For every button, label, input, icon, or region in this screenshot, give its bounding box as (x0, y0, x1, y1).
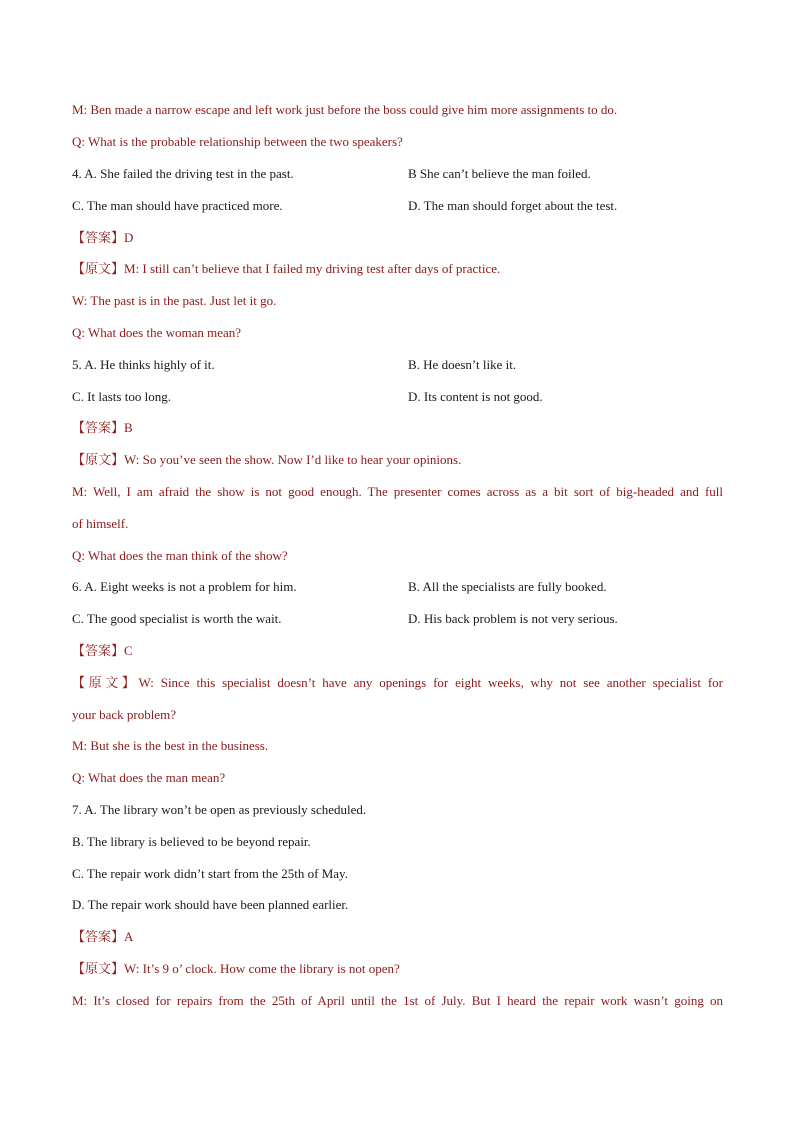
q7-script-2: M: It’s closed for repairs from the 25th of April until the 1st of July. But I heard the repair work wasn’t going on (72, 993, 723, 1008)
q6-answer (72, 643, 133, 660)
q6-option-c: C. The good specialist is worth the wait. (72, 611, 282, 626)
q7-option-a: 7. A. The library won’t be open as previously scheduled. (72, 802, 367, 817)
q7-option-c: C. The repair work didn’t start from the 25th of May. (72, 866, 348, 881)
q5-option-d: D. Its content is not good. (408, 389, 543, 404)
q6-option-d: D. His back problem is not very serious. (408, 611, 618, 626)
q4-option-a: 4. A. She failed the driving test in the past. (72, 166, 294, 181)
q4-option-b: B She can’t believe the man foiled. (408, 166, 591, 181)
answer-value: D (124, 230, 134, 245)
q3-script-line: M: Ben made a narrow escape and left work just before the boss could give him more assignments to do. (72, 102, 618, 117)
q5-script-2b: of himself. (72, 516, 129, 531)
q5-script-1 (72, 452, 461, 469)
script-label: 【原文】 (72, 962, 125, 977)
q6-option-a: 6. A. Eight weeks is not a problem for him. (72, 579, 297, 594)
q6-question: Q: What does the man mean? (72, 770, 226, 785)
q7-option-d: D. The repair work should have been planned earlier. (72, 897, 349, 912)
q3-question: Q: What is the probable relationship between the two speakers? (72, 134, 403, 149)
q5-option-a: 5. A. He thinks highly of it. (72, 357, 215, 372)
script-label: 【原文】 (72, 262, 125, 277)
script-label: 【原文】 (72, 676, 139, 691)
q6-script-1b: your back problem? (72, 707, 176, 722)
script-text: W: Since this specialist doesn’t have any openings for eight weeks, why not see another specialist for (138, 675, 723, 690)
script-text: M: I still can’t believe that I failed my driving test after days of practice. (124, 261, 501, 276)
answer-value: A (124, 929, 134, 944)
q4-option-d: D. The man should forget about the test. (408, 198, 618, 213)
answer-value: B (124, 420, 133, 435)
q5-option-b: B. He doesn’t like it. (408, 357, 517, 372)
answer-label: 【答案】 (72, 421, 125, 436)
q7-answer (72, 929, 133, 946)
q4-option-c: C. The man should have practiced more. (72, 198, 283, 213)
script-text: W: So you’ve seen the show. Now I’d like to hear your opinions. (124, 452, 462, 467)
q4-script-1 (72, 261, 500, 278)
q4-answer (72, 230, 133, 247)
q6-option-b: B. All the specialists are fully booked. (408, 579, 607, 594)
answer-label: 【答案】 (72, 231, 125, 246)
answer-label: 【答案】 (72, 644, 125, 659)
q6-script-2: M: But she is the best in the business. (72, 738, 269, 753)
answer-value: C (124, 643, 133, 658)
q4-question: Q: What does the woman mean? (72, 325, 242, 340)
q7-option-b: B. The library is believed to be beyond repair. (72, 834, 311, 849)
q4-script-2: W: The past is in the past. Just let it go. (72, 293, 277, 308)
answer-label: 【答案】 (72, 930, 125, 945)
q5-answer (72, 420, 133, 437)
q5-script-2a: M: Well, I am afraid the show is not good enough. The presenter comes across as a bit sort of big-headed and full (72, 484, 723, 499)
q5-option-c: C. It lasts too long. (72, 389, 171, 404)
q7-script-1 (72, 961, 400, 978)
q6-script-1a (72, 675, 723, 692)
script-text: W: It’s 9 o’ clock. How come the library is not open? (124, 961, 400, 976)
script-label: 【原文】 (72, 453, 125, 468)
q5-question: Q: What does the man think of the show? (72, 548, 288, 563)
